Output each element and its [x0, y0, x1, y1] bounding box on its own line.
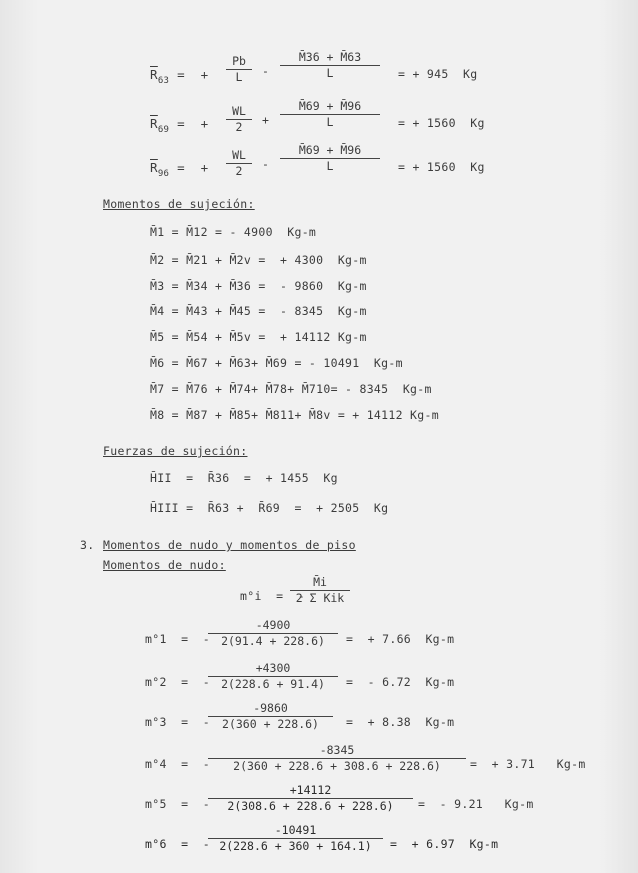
fraction: $\frac{M̄69 + M̄96}{L}$: [280, 144, 380, 173]
reaction-lhs: $\overline{R}_{63}$ = +: [150, 67, 209, 86]
operator: -: [262, 64, 270, 78]
nudo-lhs: m°1 = -: [145, 632, 211, 646]
moment-line: M̄3 = M̄34 + M̄36 = - 9860 Kg-m: [150, 279, 367, 293]
reaction-result: = + 1560 Kg: [398, 160, 485, 174]
nudo-result: = + 7.66 Kg-m: [346, 632, 455, 646]
nudo-lhs: m°6 = -: [145, 837, 211, 851]
reaction-lhs: $\overline{R}_{69}$ = +: [150, 116, 209, 135]
formula-fraction: M̄i 2 Σ Kik: [290, 576, 350, 605]
nudo-result: = - 6.72 Kg-m: [346, 675, 455, 689]
nudo-fraction: $\frac{-8345}{2(360 + 228.6 + 308.6 + 228.6)}$: [208, 744, 466, 773]
fraction: $\frac{WL}{2}$: [226, 105, 252, 134]
operator: -: [262, 157, 270, 171]
nudo-result: = + 8.38 Kg-m: [346, 715, 455, 729]
nudo-fraction: $\frac{+4300}{2(228.6 + 91.4)}$: [208, 662, 338, 691]
reaction-result: = + 945 Kg: [398, 67, 478, 81]
moment-line: M̄7 = M̄76 + M̄74+ M̄78+ M̄710= - 8345 Kg-m: [150, 382, 432, 396]
reaction-lhs: $\overline{R}_{96}$ = +: [150, 160, 209, 179]
operator: +: [262, 113, 270, 127]
moment-line: M̄4 = M̄43 + M̄45 = - 8345 Kg-m: [150, 304, 367, 318]
nudo-lhs: m°5 = -: [145, 797, 211, 811]
moment-line: M̄2 = M̄21 + M̄2v = + 4300 Kg-m: [150, 253, 367, 267]
fraction: $\frac{Pb}{L}$: [226, 55, 252, 84]
moment-line: M̄5 = M̄54 + M̄5v = + 14112 Kg-m: [150, 330, 367, 344]
moment-line: M̄6 = M̄67 + M̄63+ M̄69 = - 10491 Kg-m: [150, 356, 403, 370]
fraction: $\frac{M̄69 + M̄96}{L}$: [280, 100, 380, 129]
section-heading: Momentos de sujeción:: [103, 197, 255, 211]
fraction: $\frac{M̄36 + M̄63}{L}$: [280, 51, 380, 80]
force-line: H̄III = R̄63 + R̄69 = + 2505 Kg: [150, 501, 389, 515]
nudo-result: = + 3.71 Kg-m: [470, 757, 586, 771]
nudo-fraction: $\frac{-9860}{2(360 + 228.6)}$: [208, 702, 333, 731]
section-title: Momentos de nudo y momentos de piso: [103, 538, 356, 552]
nudo-lhs: m°2 = -: [145, 675, 211, 689]
section-number: 3.: [80, 538, 95, 552]
moment-line: M̄1 = M̄12 = - 4900 Kg-m: [150, 225, 317, 239]
subsection-heading: Momentos de nudo:: [103, 558, 226, 572]
formula-lhs: m°i = -: [240, 589, 306, 603]
reaction-result: = + 1560 Kg: [398, 116, 485, 130]
nudo-result: = - 9.21 Kg-m: [418, 797, 534, 811]
moment-line: M̄8 = M̄87 + M̄85+ M̄811+ M̄8v = + 14112 Kg-m: [150, 408, 439, 422]
section-heading: Fuerzas de sujeción:: [103, 444, 248, 458]
nudo-lhs: m°3 = -: [145, 715, 211, 729]
nudo-result: = + 6.97 Kg-m: [390, 837, 499, 851]
nudo-fraction: $\frac{-10491}{2(228.6 + 360 + 164.1)}$: [208, 824, 383, 853]
force-line: H̄II = R̄36 = + 1455 Kg: [150, 471, 338, 485]
nudo-fraction: $\frac{+14112}{2(308.6 + 228.6 + 228.6)}$: [208, 784, 413, 813]
nudo-lhs: m°4 = -: [145, 757, 211, 771]
fraction: $\frac{WL}{2}$: [226, 149, 252, 178]
nudo-fraction: $\frac{-4900}{2(91.4 + 228.6)}$: [208, 619, 338, 648]
